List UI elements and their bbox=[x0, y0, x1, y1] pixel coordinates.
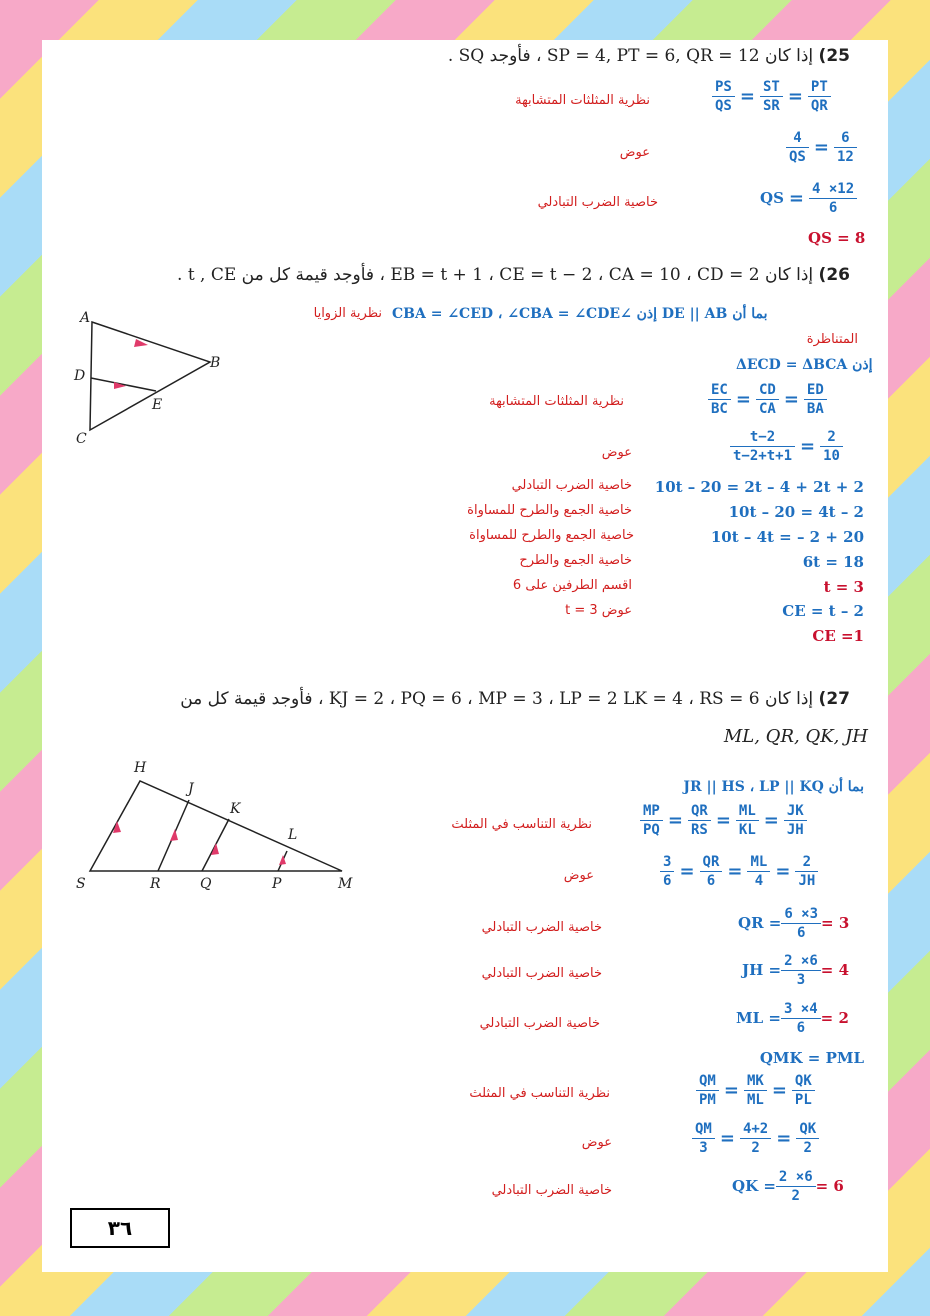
problem-25-statement bbox=[448, 46, 850, 66]
fraction: $\frac{2 \times 6}{2}$ bbox=[776, 1168, 816, 1205]
reason: نظرية المثلثات المتشابهة bbox=[515, 93, 650, 108]
reason: خاصية الضرب التبادلي bbox=[511, 478, 632, 493]
reason: عوض t = 3 bbox=[565, 603, 632, 618]
reason: عوض bbox=[563, 868, 594, 883]
reason: خاصية الجمع والطرح للمساواة bbox=[467, 503, 632, 518]
reason: نظرية الزوايا bbox=[313, 306, 382, 321]
vertex-c-label: C bbox=[76, 431, 87, 447]
fraction: $\frac{ML}{KL}$ bbox=[736, 802, 759, 839]
substitution: $\frac{3}{6}$ = $\frac{QR}{6}$ = $\frac{ML}{4}$ = $\frac{2}{JH}$ bbox=[660, 853, 818, 890]
fraction: $\frac{ML}{4}$ bbox=[747, 853, 770, 890]
fraction: $\frac{JK}{JH}$ bbox=[784, 802, 807, 839]
fraction: $\frac{QR}{RS}$ bbox=[688, 802, 711, 839]
reason: خاصية الضرب التبادلي bbox=[491, 1183, 612, 1198]
step: 10t – 4t = – 2 + 20 bbox=[710, 528, 864, 546]
fraction: $\frac{3 \times 4}{6}$ bbox=[781, 1000, 821, 1037]
fraction: $\frac{6 \times 3}{6}$ bbox=[781, 905, 821, 942]
reason: خاصية الجمع والطرح للمساواة bbox=[469, 528, 634, 543]
fraction: $\frac{6}{12}$ bbox=[834, 129, 857, 166]
fraction: $\frac{QM}{3}$ bbox=[692, 1120, 715, 1157]
fraction: $\frac{MK}{ML}$ bbox=[744, 1072, 767, 1109]
substitution: $\frac{QM}{3}$ = $\frac{4+2}{2}$ = $\frac{QK}{2}$ bbox=[692, 1120, 819, 1157]
vertex-m-label: M bbox=[338, 876, 353, 892]
step: CE = t – 2 bbox=[782, 602, 864, 620]
reason: عوض bbox=[581, 1135, 612, 1150]
reason: خاصية الضرب التبادلي bbox=[537, 195, 658, 210]
reason: خاصية الضرب التبادلي bbox=[479, 1016, 600, 1031]
fraction: $\frac{PT}{QR}$ bbox=[808, 78, 831, 115]
solve-qk: QK = $\frac{2 \times 6}{2}$ = 6 bbox=[732, 1169, 844, 1204]
vertex-k-label: K bbox=[230, 801, 241, 817]
vertex-e-label: E bbox=[152, 397, 163, 413]
problem-number: 26) bbox=[818, 265, 850, 285]
fraction: $\frac{QK}{2}$ bbox=[796, 1120, 819, 1157]
fraction: $\frac{QR}{6}$ bbox=[700, 853, 723, 890]
reason: عوض bbox=[619, 145, 650, 160]
reason: نظرية التناسب في المثلث bbox=[469, 1086, 610, 1101]
answer: QS = 8 bbox=[808, 229, 866, 247]
proportion: $\frac{MP}{PQ}$ = $\frac{QR}{RS}$ = $\frac{ML}{KL}$ = $\frac{JK}{JH}$ bbox=[640, 802, 807, 839]
fraction: $\frac{ED}{BA}$ bbox=[804, 381, 827, 418]
reason: خاصية الضرب التبادلي bbox=[481, 920, 602, 935]
given-statement: بما أن JR || HS ، LP || KQ bbox=[683, 779, 864, 795]
fraction: $\frac{EC}{BC}$ bbox=[708, 381, 731, 418]
vertex-r-label: R bbox=[150, 876, 161, 892]
solve-jh: JH = $\frac{2 \times 6}{3}$ = 4 bbox=[742, 953, 850, 988]
reason: خاصية الضرب التبادلي bbox=[481, 966, 602, 981]
answer: CE =1 bbox=[812, 627, 864, 645]
problem-text: إذا كان KJ = 2 ، PQ = 6 ، MP = 3 ، LP = 2 LK = 4 ، RS = 6 ، فأوجد قيمة كل من bbox=[180, 689, 814, 709]
problem-27-statement bbox=[180, 689, 850, 709]
step: t = 3 bbox=[823, 578, 864, 596]
proportion: $\frac{QM}{PM}$ = $\frac{MK}{ML}$ = $\frac{QK}{PL}$ bbox=[696, 1072, 815, 1109]
vertex-q-label: Q bbox=[200, 876, 212, 892]
fraction: $\frac{ST}{SR}$ bbox=[760, 78, 783, 115]
substitution: $\frac{t-2}{t-2+t+1}$ = $\frac{2}{10}$ bbox=[730, 428, 843, 465]
given-statement: بما أن DE || AB إذن ∠CBA = ∠CED ، ∠CBA = ∠CDE bbox=[392, 306, 768, 322]
proportion: $\frac{PS}{QS}$ = $\frac{ST}{SR}$ = $\frac{PT}{QR}$ bbox=[712, 78, 831, 115]
fraction: $\frac{QM}{PM}$ bbox=[696, 1072, 719, 1109]
vertex-h-label: H bbox=[134, 760, 147, 776]
fraction: $\frac{2}{JH}$ bbox=[795, 853, 818, 890]
vertex-b-label: B bbox=[210, 355, 221, 371]
substitution: $\frac{4}{QS}$ = $\frac{6}{12}$ bbox=[786, 129, 857, 166]
triangle-figure-27 bbox=[72, 755, 372, 895]
problem-number: 27) bbox=[818, 689, 850, 709]
reason: عوض bbox=[601, 445, 632, 460]
problem-number: 25) bbox=[818, 46, 850, 66]
fraction: $\frac{3}{6}$ bbox=[660, 853, 674, 890]
fraction: $\frac{QK}{PL}$ bbox=[792, 1072, 815, 1109]
vertex-l-label: L bbox=[288, 827, 298, 843]
qs-label: QS bbox=[760, 189, 784, 207]
triangle-figure-26 bbox=[70, 305, 240, 455]
fraction: $\frac{MP}{PQ}$ bbox=[640, 802, 663, 839]
problem-text: إذا كان EB = t + 1 ، CE = t − 2 ، CA = 10 ، CD = 2 ، فأوجد قيمة كل من t , CE . bbox=[177, 265, 814, 285]
reason: نظرية التناسب في المثلث bbox=[451, 817, 592, 832]
fraction: $\frac{4+2}{2}$ bbox=[740, 1120, 771, 1157]
solve-ml: ML = $\frac{3 \times 4}{6}$ = 2 bbox=[736, 1001, 849, 1036]
vertex-p-label: P bbox=[272, 876, 282, 892]
proportion: $\frac{EC}{BC}$ = $\frac{CD}{CA}$ = $\frac{ED}{BA}$ bbox=[708, 381, 827, 418]
vertex-d-label: D bbox=[74, 368, 86, 384]
fraction: $\frac{4 \times 12}{6}$ bbox=[809, 180, 857, 217]
fraction: $\frac{2 \times 6}{3}$ bbox=[781, 952, 821, 989]
reason: اقسم الطرفين على 6 bbox=[512, 578, 632, 593]
fraction: $\frac{PS}{QS}$ bbox=[712, 78, 735, 115]
reason: المتناظرة bbox=[806, 332, 858, 347]
reason: نظرية المثلثات المتشابهة bbox=[489, 394, 624, 409]
fraction: $\frac{2}{10}$ bbox=[820, 428, 843, 465]
cross-multiplication: QS = $\frac{4 \times 12}{6}$ bbox=[760, 180, 857, 217]
similar-triangles: إذن ΔECD = ΔBCA bbox=[736, 357, 873, 373]
step: 10t – 20 = 4t – 2 bbox=[728, 503, 864, 521]
problem-27-unknowns: ML, QR, QK, JH bbox=[723, 726, 868, 747]
reason: خاصية الجمع والطرح bbox=[519, 553, 632, 568]
problem-text: إذا كان SP = 4, PT = 6, QR = 12 ، فأوجد SQ . bbox=[447, 46, 814, 66]
fraction: $\frac{t-2}{t-2+t+1}$ bbox=[730, 428, 795, 465]
angle-equality: QMK = PML bbox=[759, 1049, 864, 1067]
problem-26-statement bbox=[177, 265, 850, 285]
vertex-j-label: J bbox=[188, 781, 194, 797]
fraction: $\frac{CD}{CA}$ bbox=[756, 381, 779, 418]
vertex-a-label: A bbox=[80, 310, 91, 326]
step: 10t – 20 = 2t – 4 + 2t + 2 bbox=[654, 478, 864, 496]
vertex-s-label: S bbox=[76, 876, 86, 892]
page-number: ٣٦ bbox=[70, 1208, 170, 1248]
step: 6t = 18 bbox=[802, 553, 864, 571]
solve-qr: QR = $\frac{6 \times 3}{6}$ = 3 bbox=[738, 906, 850, 941]
fraction: $\frac{4}{QS}$ bbox=[786, 129, 809, 166]
